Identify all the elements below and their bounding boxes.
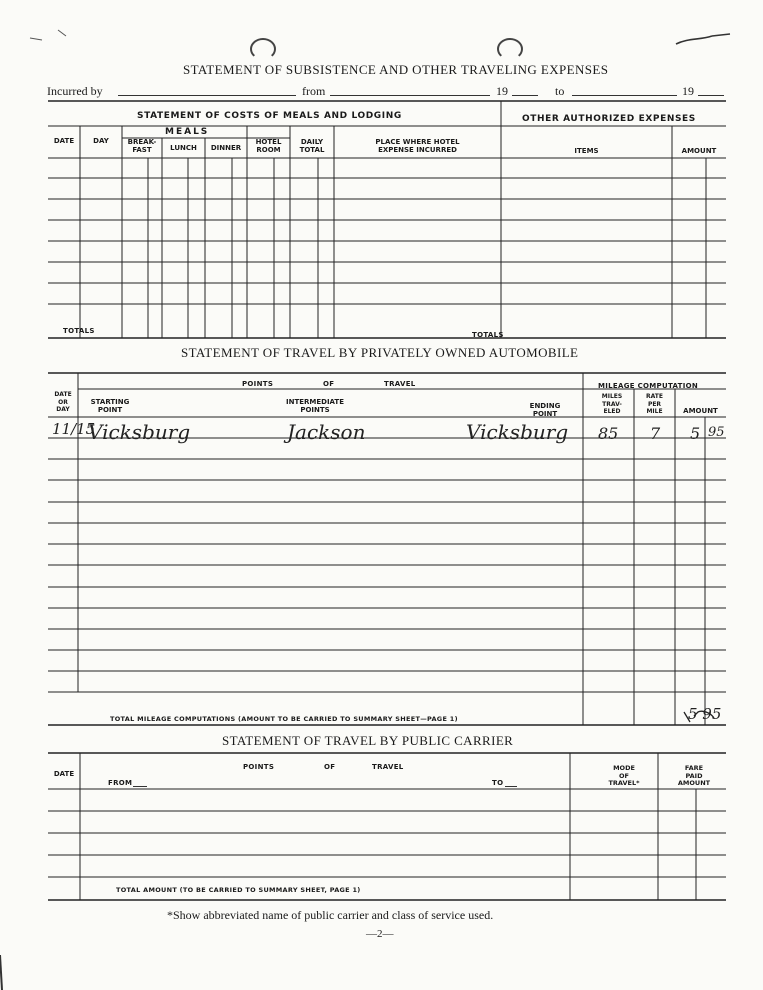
auto-amount-header: AMOUNT <box>683 407 718 415</box>
incurred-by-label: Incurred by <box>47 84 103 98</box>
items-header: ITEMS <box>574 147 599 155</box>
row-amount-dollars: 5 <box>690 424 701 443</box>
totals-right: TOTALS <box>472 331 504 339</box>
footnote: *Show abbreviated name of public carrier and class of service used. <box>167 908 494 922</box>
row-end-point: Vicksburg <box>466 420 569 444</box>
meals-section-title: STATEMENT OF COSTS OF MEALS AND LODGING <box>137 111 402 121</box>
starting-point-header: STARTING POINT <box>90 398 130 414</box>
carrier-total-label: TOTAL AMOUNT (TO BE CARRIED TO SUMMARY SHEET, PAGE 1) <box>116 886 361 894</box>
lunch-header: LUNCH <box>170 144 197 152</box>
from-label: from <box>302 84 326 98</box>
date-header: DATE <box>53 137 75 145</box>
row-amount-cents: 95 <box>708 425 725 440</box>
miles-header: MILES TRAV- ELED <box>601 393 623 415</box>
year-label-1: 19 <box>496 84 508 98</box>
auto-section-title: STATEMENT OF TRAVEL BY PRIVATELY OWNED AUTOMOBILE <box>181 345 579 360</box>
other-expenses-title: OTHER AUTHORIZED EXPENSES <box>522 114 696 124</box>
totals-left: TOTALS <box>63 327 95 335</box>
carrier-section-title: STATEMENT OF TRAVEL BY PUBLIC CARRIER <box>222 733 514 748</box>
fare-paid-header: FARE PAID AMOUNT <box>677 764 711 787</box>
year-label-2: 19 <box>682 84 694 98</box>
from-underline <box>133 786 147 787</box>
day-header: DAY <box>93 137 109 145</box>
carrier-date-header: DATE <box>53 770 75 778</box>
row-rate: 7 <box>650 424 661 443</box>
points-header: POINTS <box>242 380 274 388</box>
to-header: TO <box>492 779 504 787</box>
intermediate-points-header: INTERMEDIATE POINTS <box>285 398 344 414</box>
row-start-point: Vicksburg <box>88 420 191 444</box>
row-miles: 85 <box>598 424 619 443</box>
auto-date-header: DATE OR DAY <box>54 391 72 413</box>
to-underline <box>505 786 517 787</box>
ending-point-header: ENDING POINT <box>529 402 561 418</box>
meals-header: MEALS <box>165 127 210 137</box>
breakfast-header: BREAK- FAST <box>127 138 157 154</box>
of-header: OF <box>323 380 335 388</box>
place-header: PLACE WHERE HOTEL EXPENSE INCURRED <box>375 138 460 154</box>
daily-total-header: DAILY TOTAL <box>299 138 325 154</box>
mileage-header: MILEAGE COMPUTATION <box>598 382 699 390</box>
page-title: STATEMENT OF SUBSISTENCE AND OTHER TRAVELING EXPENSES <box>183 62 609 77</box>
total-mileage-label: TOTAL MILEAGE COMPUTATIONS (AMOUNT TO BE CARRIED TO SUMMARY SHEET—PAGE 1) <box>110 715 458 723</box>
row-date: 11/15 <box>52 420 96 438</box>
amount-header: AMOUNT <box>681 147 717 155</box>
dinner-header: DINNER <box>210 144 242 152</box>
mode-of-travel-header: MODE OF TRAVEL* <box>608 764 640 787</box>
travel-header: TRAVEL <box>384 380 416 388</box>
carrier-points-header: POINTS <box>243 763 275 771</box>
to-label: to <box>555 84 565 98</box>
rate-header: RATE PER MILE <box>646 393 663 415</box>
carrier-of-header: OF <box>324 763 336 771</box>
row-intermediate: Jackson <box>287 420 366 444</box>
carrier-travel-header: TRAVEL <box>372 763 404 771</box>
page-number: —2— <box>366 928 394 940</box>
total-mileage-amount: 5 95 <box>688 705 722 723</box>
hotel-room-header: HOTEL ROOM <box>255 138 282 154</box>
from-header: FROM <box>108 779 133 787</box>
